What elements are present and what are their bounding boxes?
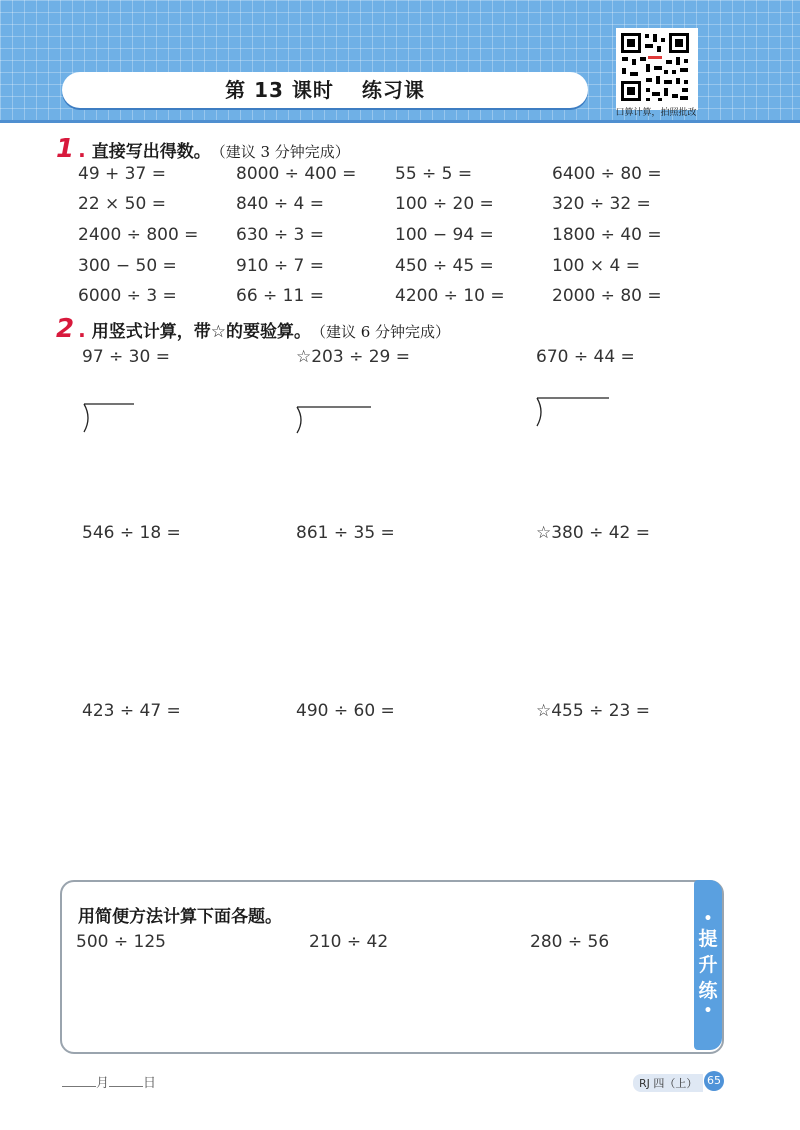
question-2-number: 2 — [56, 314, 75, 344]
q2-expr: 546 ÷ 18 = — [82, 523, 181, 543]
q1-expr: 100 ÷ 20 = — [395, 194, 494, 214]
enhancement-title: 用简便方法计算下面各题。 — [78, 907, 282, 927]
q1-expr: 300 − 50 = — [78, 256, 177, 276]
q2-expr: 423 ÷ 47 = — [82, 701, 181, 721]
question-1-number: 1 — [56, 134, 75, 164]
q1-expr: 66 ÷ 11 = — [236, 286, 324, 306]
q1-expr: 1800 ÷ 40 = — [552, 225, 662, 245]
enhance-expr: 280 ÷ 56 — [530, 932, 610, 952]
q1-expr: 630 ÷ 3 = — [236, 225, 324, 245]
question-1-heading: 1 . 直接写出得数。 （建议 3 分钟完成） — [56, 134, 350, 164]
q1-expr: 49 + 37 = — [78, 164, 166, 184]
question-1-hint: （建议 3 分钟完成） — [210, 143, 350, 161]
long-division-bracket — [533, 394, 611, 430]
q1-expr: 6000 ÷ 3 = — [78, 286, 177, 306]
month-blank[interactable] — [62, 1074, 96, 1087]
q1-expr: 55 ÷ 5 = — [395, 164, 473, 184]
q1-expr: 840 ÷ 4 = — [236, 194, 324, 214]
grade-label: RJ 四（上） — [633, 1074, 703, 1092]
enhancement-tab: • 提 升 练 • — [694, 880, 722, 1050]
lesson-number: 第 13 课时 — [225, 78, 334, 102]
page-number: 65 — [704, 1071, 724, 1091]
month-label: 月 — [96, 1076, 110, 1091]
page-header — [0, 0, 800, 123]
question-2-text: 用竖式计算，带☆的要验算。 — [91, 322, 311, 342]
q2-expr: ☆455 ÷ 23 = — [536, 701, 651, 721]
tab-char: 升 — [698, 954, 718, 976]
q1-expr: 320 ÷ 32 = — [552, 194, 651, 214]
date-field — [62, 1072, 156, 1091]
q1-expr: 8000 ÷ 400 = — [236, 164, 357, 184]
q2-expr: 97 ÷ 30 = — [82, 347, 170, 367]
lesson-title-bar — [62, 72, 588, 108]
q1-expr: 4200 ÷ 10 = — [395, 286, 505, 306]
q1-expr: 2000 ÷ 80 = — [552, 286, 662, 306]
enhance-expr: 500 ÷ 125 — [76, 932, 166, 952]
question-2-heading: 2 . 用竖式计算，带☆的要验算。 （建议 6 分钟完成） — [56, 314, 451, 344]
question-2-hint: （建议 6 分钟完成） — [310, 323, 451, 341]
q1-expr: 910 ÷ 7 = — [236, 256, 324, 276]
q1-expr: 6400 ÷ 80 = — [552, 164, 662, 184]
enhance-expr: 210 ÷ 42 — [309, 932, 389, 952]
long-division-bracket — [293, 403, 373, 437]
tab-char: 练 — [698, 980, 718, 1002]
q2-expr: 670 ÷ 44 = — [536, 347, 635, 367]
q1-expr: 100 × 4 = — [552, 256, 640, 276]
q2-expr: 490 ÷ 60 = — [296, 701, 395, 721]
q1-expr: 450 ÷ 45 = — [395, 256, 494, 276]
q1-expr: 22 × 50 = — [78, 194, 166, 214]
q2-expr: ☆380 ÷ 42 = — [536, 523, 651, 543]
lesson-title: 练习课 — [361, 78, 425, 102]
q2-expr: 861 ÷ 35 = — [296, 523, 395, 543]
day-label: 日 — [143, 1076, 157, 1091]
tab-char: 提 — [698, 928, 718, 950]
qr-code-icon[interactable] — [616, 28, 698, 110]
q1-expr: 2400 ÷ 800 = — [78, 225, 199, 245]
question-1-text: 直接写出得数。 — [91, 142, 211, 162]
qr-caption: 口算计算，拍照批改 — [615, 108, 697, 118]
day-blank[interactable] — [109, 1074, 143, 1087]
long-division-bracket — [80, 400, 136, 436]
q2-expr: ☆203 ÷ 29 = — [296, 347, 411, 367]
q1-expr: 100 − 94 = — [395, 225, 494, 245]
